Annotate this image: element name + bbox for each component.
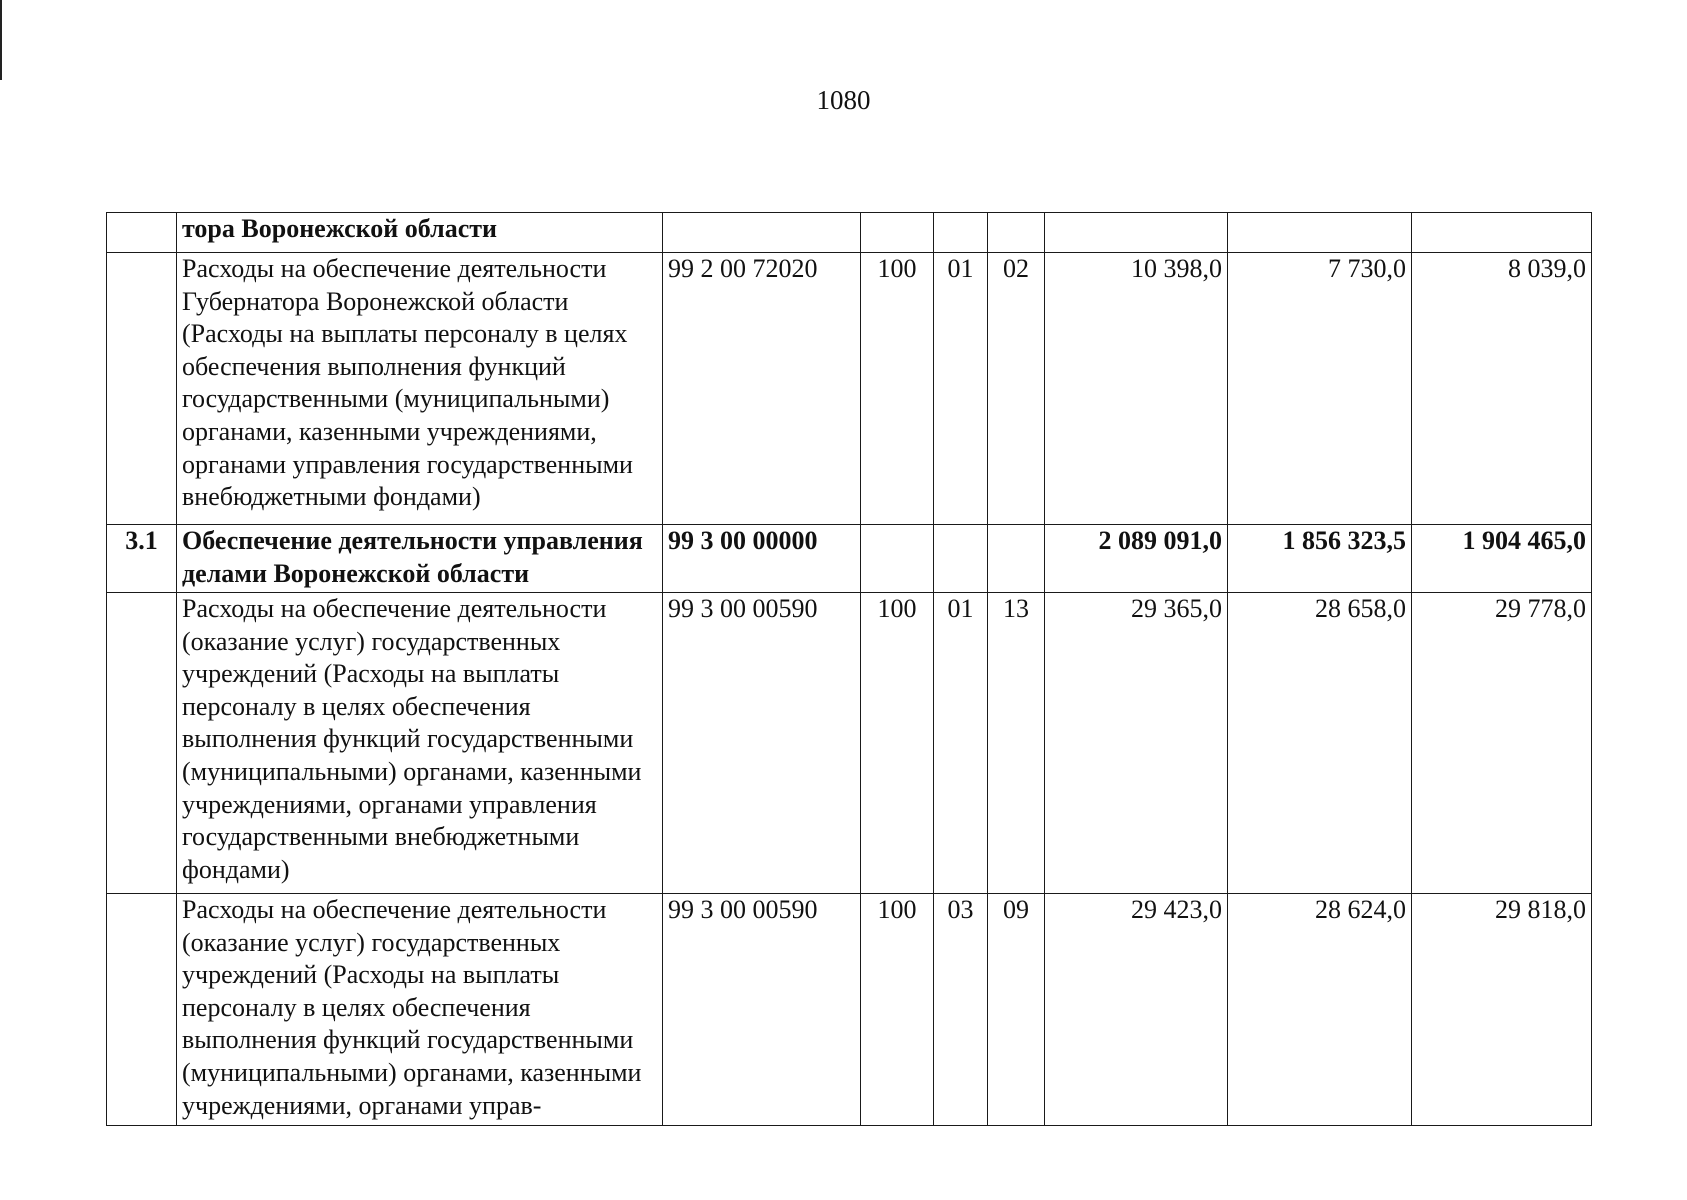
target-code: 99 2 00 72020: [663, 253, 861, 525]
subsection-code: [988, 525, 1045, 593]
expense-type-code: 100: [861, 593, 934, 894]
table-row: [107, 593, 1592, 894]
amount-2: 1 856 323,5: [1228, 525, 1412, 593]
amount-1: 2 089 091,0: [1045, 525, 1228, 593]
amount-2: 28 624,0: [1228, 894, 1412, 1126]
table-row: [107, 253, 1592, 525]
amount-1: [1045, 213, 1228, 253]
amount-1: 29 365,0: [1045, 593, 1228, 894]
table-row: [107, 525, 1592, 593]
subsection-code: 09: [988, 894, 1045, 1126]
amount-3: 1 904 465,0: [1412, 525, 1592, 593]
expense-type-code: 100: [861, 253, 934, 525]
section-code: 01: [934, 593, 988, 894]
row-number: [107, 593, 177, 894]
table-row: [107, 894, 1592, 1126]
expense-type-code: [861, 213, 934, 253]
amount-1: 29 423,0: [1045, 894, 1228, 1126]
subsection-code: 13: [988, 593, 1045, 894]
section-code: [934, 213, 988, 253]
row-number: [107, 253, 177, 525]
amount-3: 29 818,0: [1412, 894, 1592, 1126]
expense-type-code: [861, 525, 934, 593]
row-number: [107, 894, 177, 1126]
row-description: Обеспечение деятельности управления делами Воронежской области: [177, 525, 663, 593]
row-description: Расходы на обеспечение деятельности (оказание услуг) государственных учреждений (Расходы на выплаты персоналу в целях обеспечения выполнения функций государственными (муниципальными) органами, казенными учреждениями, органами управ-: [177, 894, 663, 1126]
target-code: 99 3 00 00000: [663, 525, 861, 593]
amount-3: 29 778,0: [1412, 593, 1592, 894]
amount-2: [1228, 213, 1412, 253]
target-code: 99 3 00 00590: [663, 593, 861, 894]
row-description: Расходы на обеспечение деятельности Губернатора Воронежской области (Расходы на выплаты персоналу в целях обеспечения выполнения функций государственными (муниципальными) органами, казенными учреждениями, органами управления государственными внебюджетными фондами): [177, 253, 663, 525]
row-number: [107, 213, 177, 253]
budget-table: [106, 212, 1592, 1126]
subsection-code: [988, 213, 1045, 253]
target-code: [663, 213, 861, 253]
amount-2: 7 730,0: [1228, 253, 1412, 525]
target-code: 99 3 00 00590: [663, 894, 861, 1126]
amount-3: [1412, 213, 1592, 253]
expense-type-code: 100: [861, 894, 934, 1126]
section-code: 01: [934, 253, 988, 525]
page-number: 1080: [816, 85, 871, 115]
section-code: 03: [934, 894, 988, 1126]
amount-2: 28 658,0: [1228, 593, 1412, 894]
section-code: [934, 525, 988, 593]
amount-3: 8 039,0: [1412, 253, 1592, 525]
subsection-code: 02: [988, 253, 1045, 525]
amount-1: 10 398,0: [1045, 253, 1228, 525]
scan-edge-mark: [0, 0, 2, 80]
table-row: [107, 213, 1592, 253]
row-number: 3.1: [107, 525, 177, 593]
row-description: тора Воронежской области: [177, 213, 663, 253]
row-description: Расходы на обеспечение деятельности (оказание услуг) государственных учреждений (Расходы на выплаты персоналу в целях обеспечения выполнения функций государственными (муниципальными) органами, казенными учреждениями, органами управления государственными внебюджетными фондами): [177, 593, 663, 894]
